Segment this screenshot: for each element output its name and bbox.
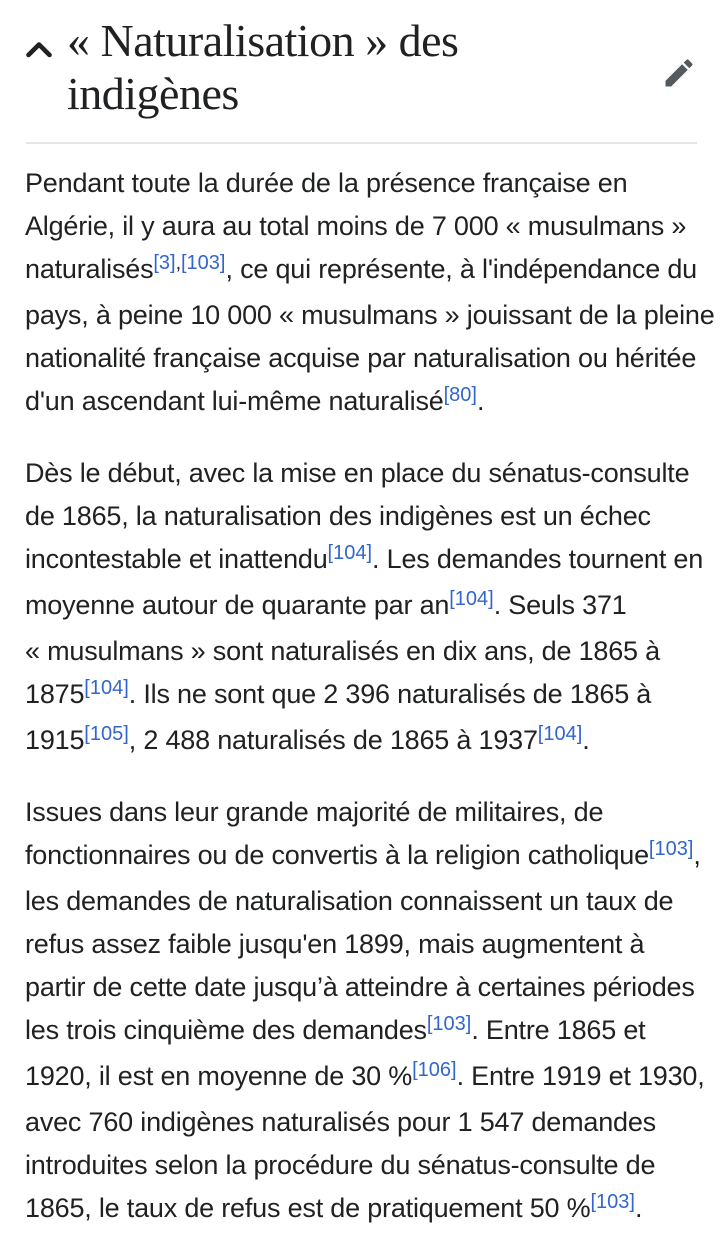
text-line: 1920, il est en moyenne de 30 %[106]. Entre 1919 et 1930, <box>25 1059 705 1091</box>
text-line: 1875[104]. Ils ne sont que 2 396 naturalisés de 1865 à <box>25 677 652 709</box>
reference-link[interactable]: [104] <box>327 542 373 564</box>
text-line: « musulmans » sont naturalisés en dix ans, de 1865 à <box>25 636 660 666</box>
reference-link[interactable]: [80] <box>443 384 477 406</box>
text-line: introduites selon la procédure du sénatus-consulte de <box>25 1150 656 1180</box>
text-line: les trois cinquième des demandes[103]. Entre 1865 et <box>25 1013 646 1045</box>
edit-button[interactable] <box>661 55 697 91</box>
text-line: avec 760 indigènes naturalisés pour 1 547 demandes <box>25 1107 656 1137</box>
reference-link[interactable]: [103] <box>590 1191 635 1213</box>
section-divider <box>26 142 697 144</box>
text-line: incontestable et inattendu[104]. Les demandes tournent en <box>25 542 704 574</box>
text-line: Issues dans leur grande majorité de militaires, de <box>25 797 604 827</box>
paragraph <box>25 452 720 765</box>
reference-link[interactable]: [104] <box>84 677 129 699</box>
text-line: nationalité française acquise par naturalisation ou héritée <box>25 343 697 373</box>
chevron-up-icon <box>25 40 67 64</box>
reference-link[interactable]: [103] <box>426 1013 472 1035</box>
section-body <box>0 162 720 1233</box>
text-line: refus assez faible jusqu'en 1899, mais augmentent à <box>25 929 645 959</box>
reference-separator: , <box>175 252 181 274</box>
reference-link[interactable]: [3] <box>153 252 176 274</box>
text-line: d'un ascendant lui-même naturalisé[80]. <box>25 384 485 416</box>
text-line: partir de cette date jusqu’à atteindre à certaines périodes <box>25 972 695 1002</box>
text-line: 1865, le taux de refus est de pratiquement 50 %[103]. <box>25 1191 643 1223</box>
section-title: « Naturalisation » des indigènes <box>67 15 459 119</box>
text-line: 1915[105], 2 488 naturalisés de 1865 à 1937[104]. <box>25 723 590 755</box>
text-line: les demandes de naturalisation connaissent un taux de <box>25 886 674 916</box>
reference-link[interactable]: [104] <box>537 723 583 745</box>
section-header-toggle[interactable] <box>0 0 720 142</box>
text-line: moyenne autour de quarante par an[104]. Seuls 371 <box>25 588 627 620</box>
reference-link[interactable]: [103] <box>180 252 226 274</box>
reference-link[interactable]: [103] <box>648 838 694 860</box>
text-line: Pendant toute la durée de la présence française en <box>25 168 628 198</box>
reference-link[interactable]: [105] <box>84 723 129 745</box>
text-line: Algérie, il y aura au total moins de 7 000 « musulmans » <box>25 211 687 241</box>
text-line: naturalisés[3],[103], ce qui représente, à l'indépendance du <box>25 252 697 284</box>
reference-link[interactable]: [104] <box>449 588 494 610</box>
paragraph <box>25 791 720 1233</box>
text-line: fonctionnaires ou de convertis à la religion catholique[103], <box>25 838 701 870</box>
paragraph <box>25 162 720 426</box>
text-line: Dès le début, avec la mise en place du sénatus-consulte <box>25 458 690 488</box>
reference-link[interactable]: [106] <box>412 1059 457 1081</box>
text-line: pays, à peine 10 000 « musulmans » jouissant de la pleine <box>25 300 715 330</box>
text-line: de 1865, la naturalisation des indigènes est un échec <box>25 501 651 531</box>
edit-pencil-icon <box>661 79 697 94</box>
